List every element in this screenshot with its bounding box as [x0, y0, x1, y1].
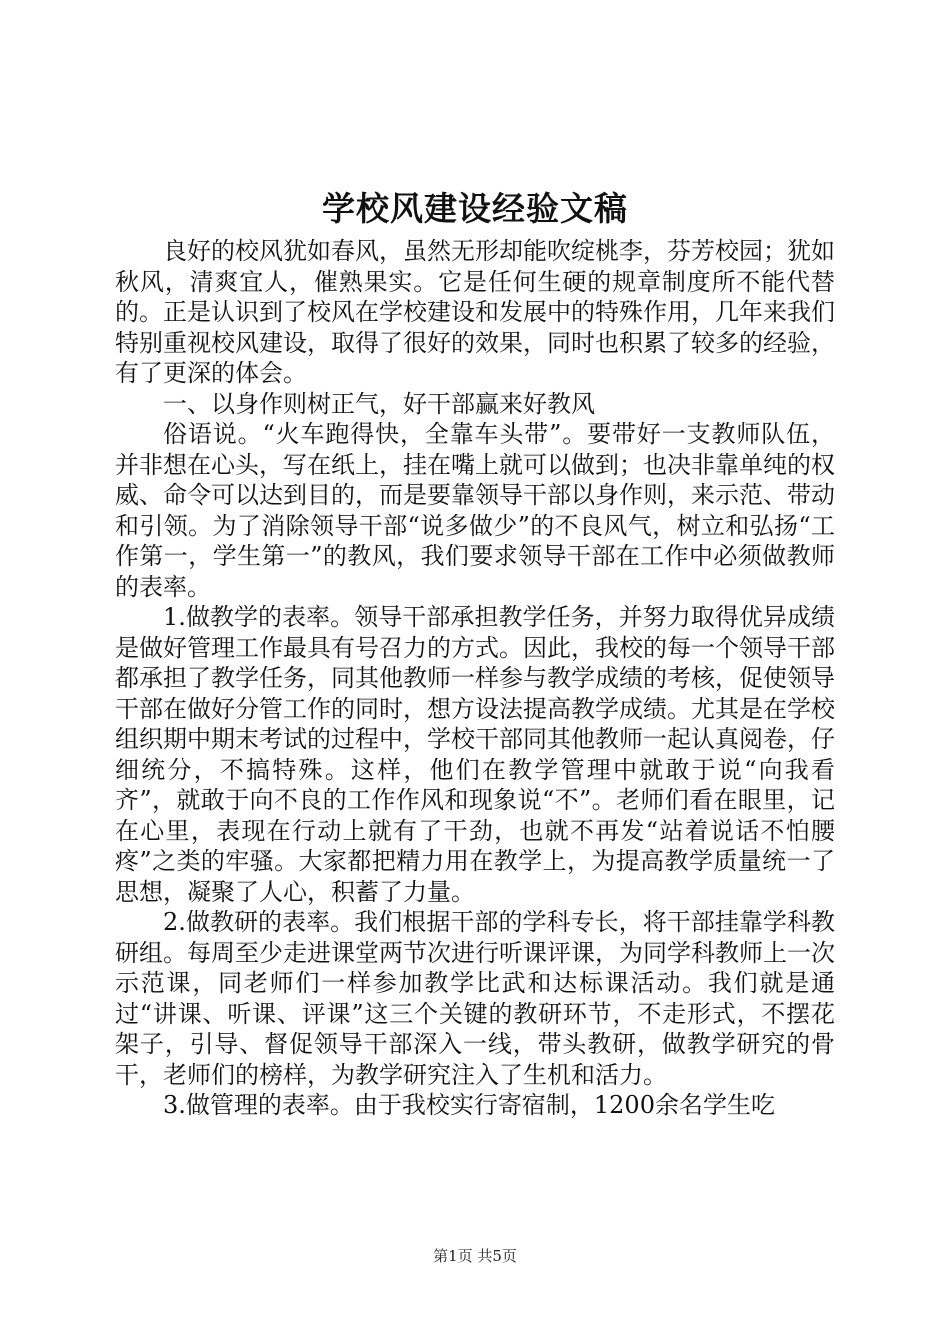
document-body: [115, 236, 835, 1121]
paragraph-item-3: 3.做管理的表率。由于我校实行寄宿制，1200余名学生吃: [163, 1091, 775, 1119]
paragraph-proverb: 俗语说。“火车跑得快，全靠车头带”。要带好一支教师队伍，并非想在心头，写在纸上，挂在嘴上就可以做到；也决非靠单纯的权威、命令可以达到目的，而是要靠领导干部以身作则，来示范、带动和引领。为了消除领导干部“说多做少”的不良风气，树立和弘扬“工作第一，学生第一”的教风，我们要求领导干部在工作中必须做教师的表率。: [115, 420, 835, 601]
paragraph-item-1: 1.做教学的表率。领导干部承担教学任务，并努力取得优异成绩是做好管理工作最具有号召力的方式。因此，我校的每一个领导干部都承担了教学任务，同其他教师一样参与教学成绩的考核，促使领导干部在做好分管工作的同时，想方设法提高教学成绩。尤其是在学校组织期中期末考试的过程中，学校干部同其他教师一起认真阅卷，仔细统分，不搞特殊。这样，他们在教学管理中就敢于说“向我看齐”，就敢于向不良的工作作风和现象说“不”。老师们看在眼里，记在心里，表现在行动上就有了干劲，也就不再发“站着说话不怕腰疼”之类的牢骚。大家都把精力用在教学上，为提高教学质量统一了思想，凝聚了人心，积蓄了力量。: [115, 603, 835, 906]
document-title: 学校风建设经验文稿: [322, 189, 628, 228]
paragraph-intro: 良好的校风犹如春风，虽然无形却能吹绽桃李，芬芳校园；犹如秋风，清爽宜人，催熟果实。它是任何生硬的规章制度所不能代替的。正是认识到了校风在学校建设和发展中的特殊作用，几年来我们特别重视校风建设，取得了很好的效果，同时也积累了较多的经验，有了更深的体会。: [115, 237, 835, 387]
paragraph-item-2: 2.做教研的表率。我们根据干部的学科专长，将干部挂靠学科教研组。每周至少走进课堂两节次进行听课评课，为同学科教师上一次示范课，同老师们一样参加教学比武和达标课活动。我们就是通过“讲课、听课、评课”这三个关键的教研环节，不走形式，不摆花架子，引导、督促领导干部深入一线，带头教研，做教学研究的骨干，老师们的榜样，为教学研究注入了生机和活力。: [115, 908, 835, 1089]
section-heading-1: 一、以身作则树正气，好干部赢来好教风: [163, 389, 595, 418]
page-number-footer: 第1页 共5页: [433, 1247, 517, 1265]
